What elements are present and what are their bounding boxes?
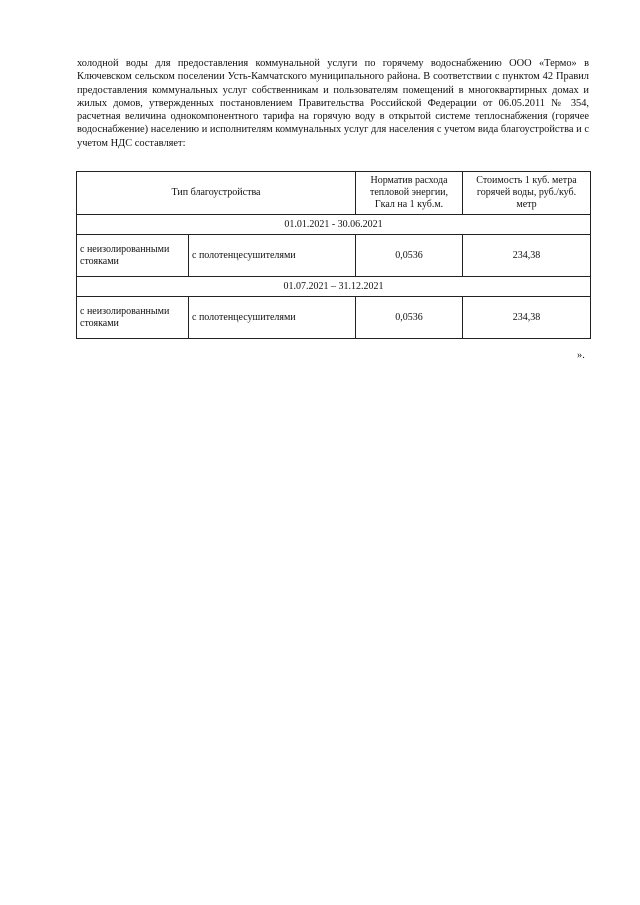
closing-quote: ». [577, 350, 585, 361]
table-header-row [77, 172, 591, 215]
table-row [77, 235, 591, 277]
cell-cost: 234,38 [463, 297, 591, 339]
period-label: 01.01.2021 - 30.06.2021 [77, 215, 591, 235]
header-type: Тип благоустройства [77, 172, 356, 215]
cell-norm: 0,0536 [356, 297, 463, 339]
period-row [77, 215, 591, 235]
cell-cost: 234,38 [463, 235, 591, 277]
table-row [77, 297, 591, 339]
cell-dryer: с полотенцесушителями [189, 235, 356, 277]
cell-norm: 0,0536 [356, 235, 463, 277]
header-norm: Норматив расхода тепловой энергии, Гкал на 1 куб.м. [356, 172, 463, 215]
body-paragraph: холодной воды для предоставления коммунальной услуги по горячему водоснабжению ООО «Термо» в Ключевском сельском поселении Усть-Камчатского муниципального района. В соответствии с пунктом 42 Правил предоставления коммунальных услуг собственникам и пользователям помещений в многоквартирных домах и жилых домов, утвержденных постановлением Правительства Российской Федерации от 06.05.2011 № 354, расчетная величина однокомпонентного тарифа на горячую воду в открытой системе теплоснабжения (горячее водоснабжение) населению и исполнителям коммунальных услуг для населения с учетом вида благоустройства и с учетом НДС составляет: [77, 58, 589, 149]
cell-dryer: с полотенцесушителями [189, 297, 356, 339]
cell-riser: с неизолированными стояками [77, 235, 189, 277]
header-cost: Стоимость 1 куб. метра горячей воды, руб./куб. метр [463, 172, 591, 215]
tariff-table [76, 171, 591, 339]
cell-riser: с неизолированными стояками [77, 297, 189, 339]
period-label: 01.07.2021 – 31.12.2021 [77, 277, 591, 297]
period-row [77, 277, 591, 297]
